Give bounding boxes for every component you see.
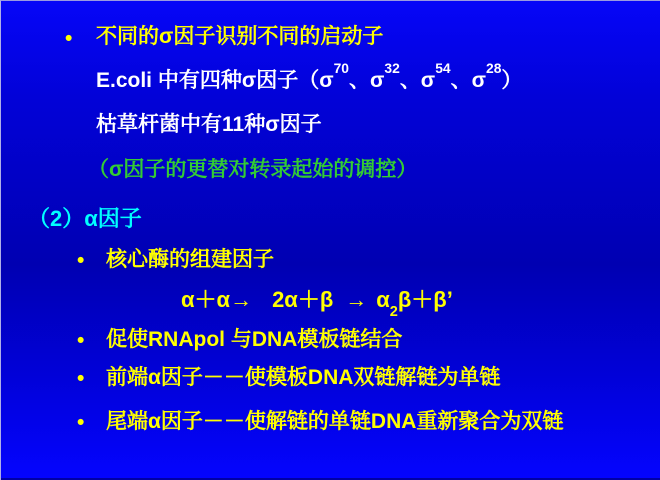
ecoli-separator: 、σ — [399, 69, 436, 92]
line-rnapol-binding: 促使RNApol 与DNA模板链结合 — [106, 328, 403, 351]
bullet-icon: • — [65, 27, 73, 50]
sigma-54-superscript: 54 — [435, 60, 451, 77]
ecoli-text-suffix: ） — [501, 69, 523, 92]
line-tail-alpha-factor: 尾端α因子－－使解链的单链DNA重新聚合为双链 — [106, 410, 564, 433]
ecoli-separator: 、σ — [450, 69, 486, 92]
formula-alpha: α — [376, 287, 390, 312]
bullet-icon: • — [77, 329, 85, 352]
right-arrow-icon: → — [345, 287, 368, 312]
right-arrow-icon: → — [230, 287, 253, 312]
sigma-28-superscript: 28 — [485, 60, 502, 77]
sigma-32-superscript: 32 — [384, 60, 400, 77]
section-heading-alpha-factor: （2）α因子 — [28, 206, 142, 231]
ecoli-text-prefix: E.coli 中有四种σ因子（σ — [96, 69, 334, 92]
line-green-note: （σ因子的更替对转录起始的调控） — [88, 158, 418, 181]
sigma-70-superscript: 70 — [333, 60, 350, 77]
bullet-icon: • — [77, 249, 85, 272]
ecoli-separator: 、σ — [349, 69, 385, 92]
line-ecoli-sigma-factors — [96, 60, 523, 92]
bullet-icon: • — [77, 411, 85, 434]
bullet-icon: • — [77, 367, 85, 390]
line-sigma-recognition: 不同的σ因子识别不同的启动子 — [96, 25, 384, 48]
formula-mid: 2α＋β — [272, 287, 334, 312]
alpha-2-subscript: 2 — [389, 304, 398, 321]
formula-lhs: α＋α — [181, 287, 231, 312]
line-assembly-formula — [181, 287, 453, 321]
line-core-enzyme: 核心酶的组建因子 — [106, 248, 274, 271]
formula-tail: β＋β’ — [397, 287, 453, 312]
line-front-alpha-factor: 前端α因子－－使模板DNA双链解链为单链 — [106, 366, 501, 389]
line-bacillus-sigma: 枯草杆菌中有11种σ因子 — [96, 113, 322, 136]
